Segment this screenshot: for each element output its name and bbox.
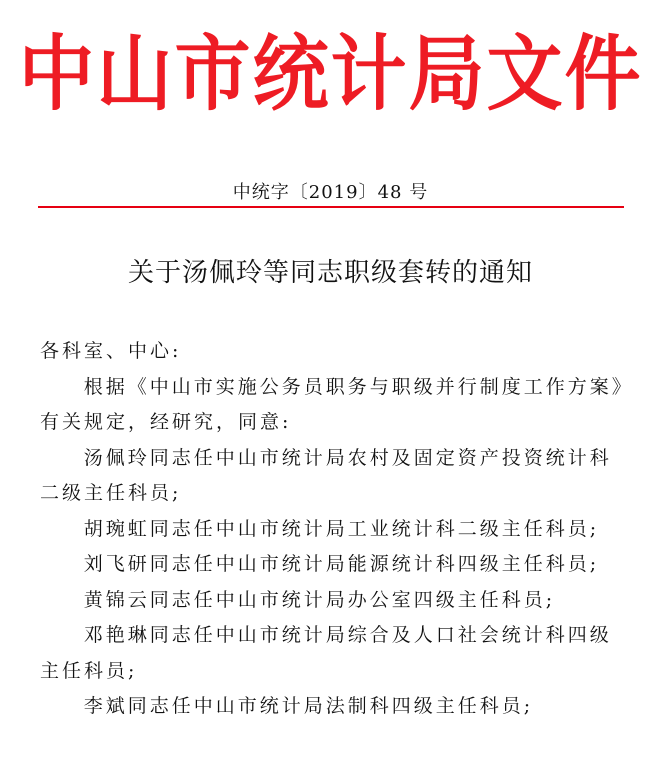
document-masthead: 中山市统计局文件	[18, 25, 643, 122]
appointment-item: 黄锦云同志任中山市统计局办公室四级主任科员;	[83, 588, 556, 611]
appointment-item: 李斌同志任中山市统计局法制科四级主任科员;	[83, 695, 534, 717]
appointment-item: 刘飞研同志任中山市统计局能源统计科四级主任科员;	[83, 553, 600, 575]
document-number: 中统字〔2019〕48 号	[232, 182, 429, 203]
header-divider	[38, 206, 624, 208]
appointment-item: 胡琬虹同志任中山市统计局工业统计科二级主任科员;	[83, 517, 600, 540]
appointment-item: 邓艳琳同志任中山市统计局综合及人口社会统计科四级主任科员;	[40, 624, 612, 682]
notice-title: 关于汤佩玲等同志职级套转的通知	[127, 258, 533, 288]
salutation: 各科室、中心:	[40, 340, 182, 362]
intro-paragraph: 根据《中山市实施公务员职务与职级并行制度工作方案》有关规定，经研究，同意:	[40, 375, 625, 433]
appointment-item: 汤佩玲同志任中山市统计局农村及固定资产投资统计科二级主任科员;	[40, 446, 612, 504]
notice-body	[40, 334, 626, 725]
